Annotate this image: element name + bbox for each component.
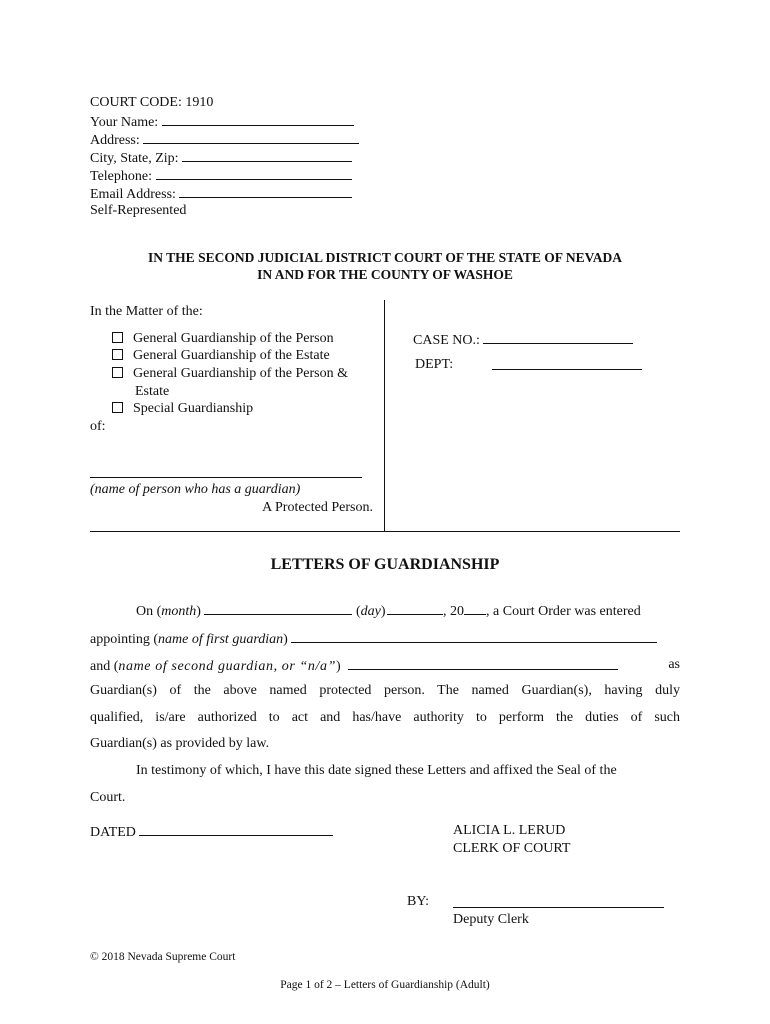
page-footer: Page 1 of 2 – Letters of Guardianship (Adult) bbox=[280, 979, 490, 991]
dated-field[interactable] bbox=[139, 823, 333, 836]
body-line-6: Guardian(s) as provided by law. bbox=[90, 736, 270, 751]
p1-on: On ( bbox=[136, 604, 162, 619]
city-state-zip-label: City, State, Zip: bbox=[90, 151, 179, 166]
body-line-4: Guardian(s) of the above named protected person. The named Guardian(s), having duly bbox=[90, 683, 680, 698]
p1-day-close: ) bbox=[380, 604, 386, 619]
p1-year: , 20 bbox=[443, 604, 465, 619]
second-guardian-field[interactable] bbox=[348, 657, 618, 670]
p3-close: ) bbox=[336, 659, 341, 674]
address-field[interactable] bbox=[143, 131, 359, 144]
email-row bbox=[90, 185, 352, 203]
p1-close: ) bbox=[196, 604, 201, 619]
p2-close: ) bbox=[283, 632, 288, 647]
telephone-label: Telephone: bbox=[90, 169, 152, 184]
p1-day-open: ( bbox=[355, 604, 361, 619]
address-label: Address: bbox=[90, 133, 140, 148]
email-label: Email Address: bbox=[90, 187, 176, 202]
body-line-7: In testimony of which, I have this date signed these Letters and affixed the Seal of the bbox=[136, 763, 617, 778]
option-special[interactable] bbox=[112, 401, 253, 417]
first-guardian-field[interactable] bbox=[291, 630, 657, 643]
by-label: BY: bbox=[407, 894, 430, 909]
telephone-row bbox=[90, 167, 352, 185]
body-line-1 bbox=[136, 602, 641, 620]
court-heading-line1: IN THE SECOND JUDICIAL DISTRICT COURT OF THE STATE OF NEVADA bbox=[148, 250, 622, 265]
document-title: LETTERS OF GUARDIANSHIP bbox=[270, 556, 500, 573]
email-field[interactable] bbox=[179, 185, 352, 198]
p1-rest: , a Court Order was entered bbox=[486, 604, 641, 619]
dept-label: DEPT: bbox=[415, 357, 454, 372]
copyright: © 2018 Nevada Supreme Court bbox=[90, 951, 236, 963]
option-estate[interactable] bbox=[112, 348, 330, 364]
clerk-title: CLERK OF COURT bbox=[453, 841, 571, 856]
clerk-name: ALICIA L. LERUD bbox=[453, 823, 566, 838]
caption-vertical-divider bbox=[384, 300, 385, 531]
month-field[interactable] bbox=[204, 602, 352, 615]
court-code: COURT CODE: 1910 bbox=[90, 95, 214, 110]
telephone-field[interactable] bbox=[156, 167, 352, 180]
body-line-8: Court. bbox=[90, 790, 126, 805]
option-person-estate-label: General Guardianship of the Person & bbox=[133, 366, 348, 381]
in-matter-label: In the Matter of the: bbox=[90, 304, 203, 319]
of-label: of: bbox=[90, 419, 106, 434]
body-line-5: qualified, is/are authorized to act and has/have authority to perform the duties of such bbox=[90, 710, 680, 725]
city-state-zip-row bbox=[90, 149, 352, 167]
case-no-row bbox=[413, 331, 633, 349]
option-person-estate[interactable] bbox=[112, 366, 348, 382]
p1-month: month bbox=[161, 604, 197, 619]
case-no-label: CASE NO.: bbox=[413, 333, 480, 348]
option-special-label: Special Guardianship bbox=[133, 401, 254, 416]
court-heading-line2: IN AND FOR THE COUNTY OF WASHOE bbox=[257, 267, 513, 282]
p3-and: and ( bbox=[90, 659, 119, 674]
address-row bbox=[90, 131, 359, 149]
protected-person-name-field[interactable] bbox=[90, 477, 362, 478]
option-person-label: General Guardianship of the Person bbox=[133, 331, 334, 346]
year-field[interactable] bbox=[464, 602, 486, 615]
deputy-clerk-label: Deputy Clerk bbox=[453, 912, 529, 927]
your-name-row bbox=[90, 113, 354, 131]
p2-first: name of first guardian bbox=[158, 632, 284, 647]
dept-field[interactable] bbox=[492, 369, 642, 370]
checkbox-person-estate[interactable] bbox=[112, 367, 123, 378]
protected-person-label: A Protected Person. bbox=[262, 500, 373, 515]
caption-horizontal-divider bbox=[90, 531, 680, 532]
your-name-field[interactable] bbox=[162, 113, 354, 126]
body-line-3 bbox=[90, 657, 680, 675]
option-estate-label: General Guardianship of the Estate bbox=[133, 348, 330, 363]
p3-as: as bbox=[668, 657, 680, 672]
city-state-zip-field[interactable] bbox=[182, 149, 352, 162]
dated-row bbox=[90, 823, 333, 841]
case-no-field[interactable] bbox=[483, 331, 633, 344]
checkbox-person[interactable] bbox=[112, 332, 123, 343]
checkbox-estate[interactable] bbox=[112, 349, 123, 360]
option-person-estate-cont: Estate bbox=[135, 384, 170, 399]
p3-second: name of second guardian, or “n/a” bbox=[118, 659, 337, 674]
name-hint-text: (name of person who has a guardian) bbox=[90, 482, 301, 497]
self-represented: Self-Represented bbox=[90, 203, 187, 218]
p1-day: day bbox=[360, 604, 381, 619]
protected-person-hint bbox=[90, 482, 300, 498]
body-line-2 bbox=[90, 630, 657, 648]
dated-label: DATED bbox=[90, 825, 136, 840]
day-field[interactable] bbox=[387, 602, 443, 615]
option-person[interactable] bbox=[112, 331, 334, 347]
deputy-signature-field[interactable] bbox=[453, 907, 664, 908]
your-name-label: Your Name: bbox=[90, 115, 159, 130]
checkbox-special[interactable] bbox=[112, 402, 123, 413]
p2-appointing: appointing ( bbox=[90, 632, 159, 647]
